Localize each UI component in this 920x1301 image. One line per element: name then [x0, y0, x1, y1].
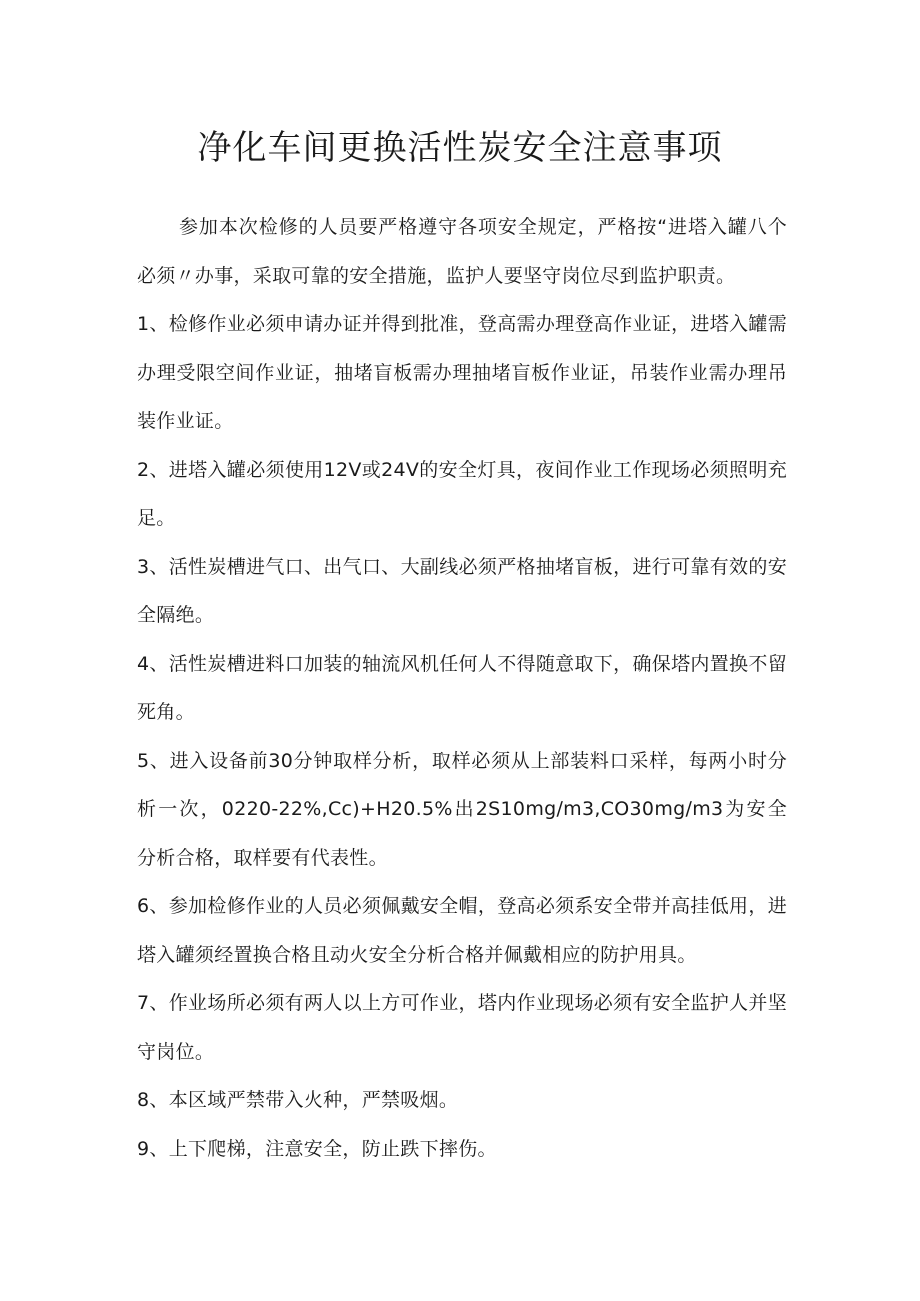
rule-item-3: 3、活性炭槽进气口、出气口、大副线必须严格抽堵盲板，进行可靠有效的安全隔绝。: [137, 555, 787, 626]
document-body: [137, 203, 787, 1173]
rule-item-1: 1、检修作业必须申请办证并得到批准，登高需办理登高作业证，进塔入罐需办理受限空间作业证，抽堵盲板需办理抽堵盲板作业证，吊装作业需办理吊装作业证。: [137, 313, 787, 432]
rule-item-7: 7、作业场所必须有两人以上方可作业，塔内作业现场必须有安全监护人并坚守岗位。: [137, 992, 787, 1063]
rule-item-8: 8、本区域严禁带入火种，严禁吸烟。: [137, 1089, 459, 1111]
document-title: 净化车间更换活性炭安全注意事项: [197, 128, 723, 168]
intro-paragraph: 参加本次检修的人员要严格遵守各项安全规定，严格按“进塔入罐八个必须〃办事，采取可靠的安全措施，监护人要坚守岗位尽到监护职责。: [137, 216, 787, 287]
rule-item-9: 9、上下爬梯，注意安全，防止跌下摔伤。: [137, 1137, 497, 1160]
rule-item-4: 4、活性炭槽进料口加装的轴流风机任何人不得随意取下，确保塔内置换不留死角。: [137, 652, 787, 723]
rule-item-2: 2、进塔入罐必须使用12V或24V的安全灯具，夜间作业工作现场必须照明充足。: [137, 458, 787, 529]
rule-item-6: 6、参加检修作业的人员必须佩戴安全帽，登高必须系安全带并高挂低用，进塔入罐须经置换合格且动火安全分析合格并佩戴相应的防护用具。: [137, 895, 787, 966]
rule-item-5: 5、进入设备前30分钟取样分析，取样必须从上部装料口采样，每两小时分析一次，0220-22%,Cc)+H20.5%出2S10mg∕m3,CO30mg∕m3为安全分析合格，取样要有代表性。: [137, 749, 787, 869]
